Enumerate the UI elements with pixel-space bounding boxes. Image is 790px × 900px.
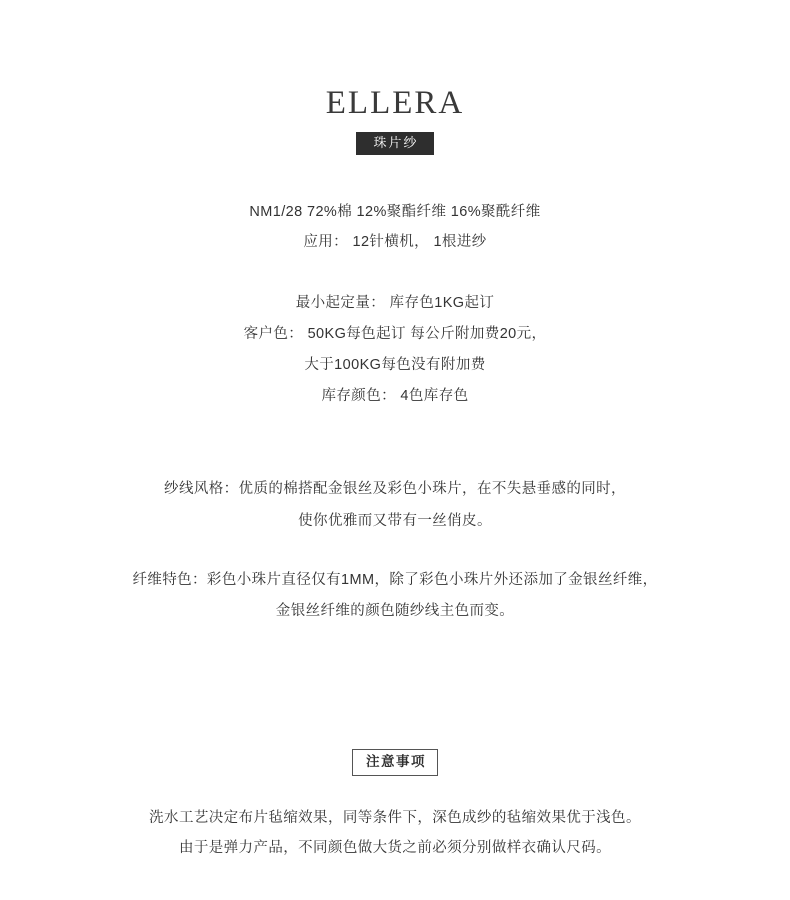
specification-block xyxy=(0,197,790,258)
notice-block xyxy=(0,804,790,863)
yarn-style-block xyxy=(0,474,790,536)
style-line-1: 纱线风格：优质的棉搭配金银丝及彩色小珠片，在不失悬垂感的同时， xyxy=(164,481,626,498)
spec-line-application: 应用： 12针横机， 1根进纱 xyxy=(303,234,487,251)
order-line-surcharge-waiver: 大于100KG每色没有附加费 xyxy=(304,357,486,374)
feature-line-1: 纤维特色：彩色小珠片直径仅有1MM，除了彩色小珠片外还添加了金银丝纤维， xyxy=(132,571,658,588)
spec-line-composition: NM1/28 72%棉 12%聚酯纤维 16%聚酰纤维 xyxy=(249,203,541,220)
notice-line-2: 由于是弹力产品，不同颜色做大货之前必须分别做样衣确认尺码。 xyxy=(178,840,612,857)
notice-badge-container xyxy=(0,749,790,776)
order-line-custom-color: 客户色： 50KG每色起订 每公斤附加费20元， xyxy=(243,325,547,342)
notice-line-1: 洗水工艺决定布片毡缩效果，同等条件下，深色成纱的毡缩效果优于浅色。 xyxy=(149,810,641,827)
fiber-feature-block xyxy=(0,565,790,627)
product-type-badge: 珠片纱 xyxy=(356,132,433,155)
page-title: ELLERA xyxy=(325,85,465,121)
brand-badge-container xyxy=(0,132,790,155)
order-line-minimum: 最小起定量： 库存色1KG起订 xyxy=(295,294,495,311)
order-line-stock-colors: 库存颜色： 4色库存色 xyxy=(321,388,469,405)
style-line-2: 使你优雅而又带有一丝俏皮。 xyxy=(298,512,492,529)
feature-line-2: 金银丝纤维的颜色随纱线主色而变。 xyxy=(275,602,515,619)
notice-badge: 注意事项 xyxy=(352,749,438,776)
order-terms-block xyxy=(0,288,790,413)
